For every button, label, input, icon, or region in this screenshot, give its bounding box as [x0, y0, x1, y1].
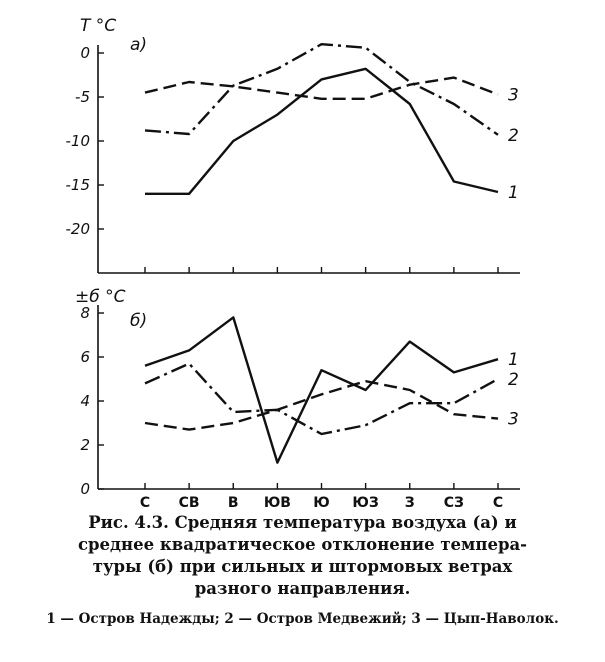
y-tick-label: 8 — [80, 304, 90, 322]
y-tick-label: -5 — [75, 88, 90, 106]
panel-label: б) — [130, 311, 148, 331]
series-line-2 — [145, 44, 498, 135]
series-label-3: 3 — [508, 85, 519, 106]
chart-panel-b — [75, 287, 520, 511]
legend-text: 1 — Остров Надежды; 2 — Остров Медвежий; 3 — Цып-Наволок. — [46, 611, 559, 627]
x-tick-label: С — [139, 495, 151, 511]
y-tick-label: 4 — [80, 392, 90, 410]
series-line-3 — [145, 381, 498, 429]
y-tick-label: -20 — [65, 220, 90, 238]
y-tick-label: -15 — [65, 176, 90, 194]
x-tick-label: В — [227, 495, 239, 511]
y-tick-label: 0 — [80, 44, 90, 62]
y-axis-label: ±б °C — [75, 287, 126, 307]
caption-line-3: туры (б) при сильных и штормовых ветрах — [92, 557, 513, 576]
x-tick-label: ЮЗ — [352, 495, 379, 511]
series-label-1: 1 — [508, 183, 519, 204]
y-tick-label: 2 — [80, 436, 90, 454]
series-label-3: 3 — [508, 409, 519, 430]
x-tick-label: С — [492, 495, 504, 511]
x-tick-label: СЗ — [443, 495, 464, 511]
series-line-1 — [145, 69, 498, 194]
chart-panel-a — [66, 16, 521, 273]
x-tick-label: ЮВ — [263, 495, 291, 511]
figure-caption — [40, 512, 565, 600]
series-line-1 — [145, 317, 498, 462]
series-label-2: 2 — [508, 370, 519, 390]
series-label-2: 2 — [508, 125, 519, 146]
y-tick-label: -10 — [65, 132, 90, 150]
y-tick-label: 0 — [80, 480, 90, 498]
series-line-2 — [145, 364, 498, 434]
y-tick-label: 6 — [80, 348, 90, 366]
x-tick-label: Ю — [313, 495, 330, 511]
caption-line-4: разного направления. — [194, 579, 411, 598]
caption-line-1: Рис. 4.3. Средняя температура воздуха (а) и — [88, 513, 517, 532]
panel-label: а) — [130, 35, 148, 55]
x-tick-label: З — [404, 495, 415, 511]
caption-line-2: среднее квадратическое отклонение темпера- — [77, 535, 528, 554]
x-tick-label: СВ — [178, 495, 200, 511]
series-label-1: 1 — [508, 350, 519, 371]
y-axis-label: T °C — [80, 16, 117, 36]
